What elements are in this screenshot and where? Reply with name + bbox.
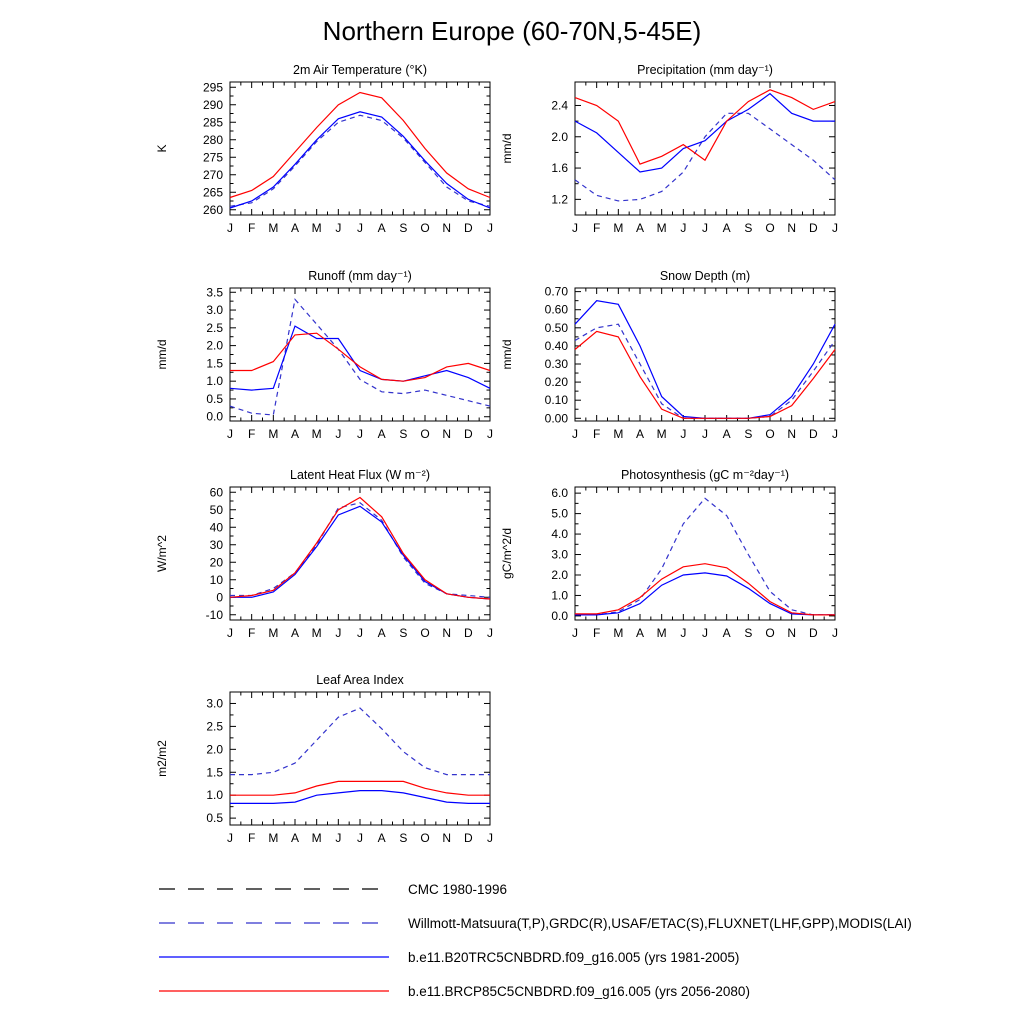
x-tick-label: M (613, 221, 624, 235)
x-tick-label: M (311, 427, 322, 441)
x-tick-label: A (290, 831, 300, 845)
x-tick-label: F (592, 427, 601, 441)
x-tick-label: O (765, 221, 775, 235)
x-tick-label: D (808, 221, 818, 235)
x-tick-label: J (487, 221, 493, 235)
chart-title: Leaf Area Index (316, 674, 404, 687)
x-tick-label: O (420, 427, 430, 441)
chart-runoff (152, 270, 502, 452)
series-cmc-usaf-etac-obs (575, 324, 835, 418)
legend-label: b.e11.BRCP85C5CNBDRD.f09_g16.005 (yrs 2056-2080) (408, 983, 750, 999)
series-b-e11-b20trc5cnbdrd-1981-2005 (575, 573, 835, 615)
x-tick-label: O (765, 427, 775, 441)
legend-label: CMC 1980-1996 (408, 881, 508, 897)
legend-line-sample (158, 985, 390, 997)
y-tick-label: 0.5 (206, 811, 223, 826)
x-tick-label: J (572, 221, 578, 235)
x-tick-label: M (268, 626, 279, 640)
y-tick-label: 1.0 (206, 374, 223, 389)
x-tick-label: J (680, 427, 687, 441)
y-tick-label: 2.0 (206, 338, 223, 353)
x-tick-label: J (227, 427, 233, 441)
x-tick-label: M (268, 221, 279, 235)
series-b-e11-brcp85c5cnbdrd-2056-2080 (575, 564, 835, 615)
x-tick-label: J (487, 427, 493, 441)
x-tick-label: D (463, 626, 473, 640)
series-willmott-matsuura-obs (575, 113, 835, 201)
series-b-e11-brcp85c5cnbdrd-2056-2080 (575, 331, 835, 418)
y-tick-label: 0.10 (544, 393, 568, 408)
x-tick-label: S (744, 626, 753, 640)
y-tick-label: 290 (202, 97, 223, 112)
y-tick-label: 4.0 (551, 527, 568, 542)
y-axis-label: mm/d (500, 133, 514, 164)
series-modis-obs (230, 708, 490, 775)
x-tick-label: F (592, 221, 601, 235)
legend (158, 872, 912, 1008)
chart-title: Snow Depth (m) (659, 270, 751, 283)
x-tick-label: J (335, 626, 342, 640)
y-tick-label: 2.0 (551, 567, 568, 582)
x-tick-label: S (744, 427, 753, 441)
series-b-e11-b20trc5cnbdrd-1981-2005 (230, 791, 490, 804)
x-tick-label: N (787, 626, 797, 640)
y-tick-label: 60 (209, 485, 223, 500)
y-tick-label: 1.5 (206, 765, 223, 780)
x-tick-label: A (377, 427, 386, 441)
series-fluxnet-obs (230, 503, 490, 598)
x-tick-label: A (290, 427, 300, 441)
panel-air-temperature (152, 64, 502, 251)
panel-runoff (152, 270, 502, 457)
x-tick-label: S (744, 221, 753, 235)
x-tick-label: M (311, 831, 322, 845)
x-tick-label: J (335, 221, 342, 235)
legend-row-0 (158, 872, 912, 906)
x-tick-label: F (592, 626, 601, 640)
y-tick-label: 2.5 (206, 320, 223, 335)
y-tick-label: 10 (209, 572, 223, 587)
x-tick-label: N (787, 427, 797, 441)
y-tick-label: 295 (202, 80, 223, 95)
legend-line-sample (158, 883, 390, 895)
x-tick-label: J (487, 831, 493, 845)
y-tick-label: 0.50 (544, 320, 568, 335)
x-tick-label: D (463, 427, 473, 441)
y-tick-label: 0.0 (551, 608, 568, 623)
x-tick-label: J (702, 221, 708, 235)
x-tick-label: A (377, 831, 386, 845)
x-tick-label: O (420, 221, 430, 235)
x-tick-label: J (335, 831, 342, 845)
y-tick-label: 275 (202, 150, 223, 165)
x-tick-label: N (787, 221, 797, 235)
series-b-e11-b20trc5cnbdrd-1981-2005 (230, 326, 490, 390)
x-tick-label: N (442, 831, 452, 845)
y-tick-label: 270 (202, 167, 223, 182)
chart-leaf-area-index (152, 674, 502, 856)
legend-line-sample (158, 951, 390, 963)
chart-snow-depth (497, 270, 847, 452)
y-tick-label: 0.40 (544, 338, 568, 353)
y-tick-label: 30 (209, 537, 223, 552)
x-tick-label: N (442, 626, 452, 640)
x-tick-label: N (442, 427, 452, 441)
y-axis-label: W/m^2 (155, 535, 169, 572)
x-tick-label: D (808, 626, 818, 640)
y-tick-label: 0.60 (544, 302, 568, 317)
y-tick-label: 3.0 (206, 303, 223, 318)
x-tick-label: O (420, 831, 430, 845)
legend-row-1 (158, 906, 912, 940)
x-tick-label: A (722, 626, 731, 640)
series-b-e11-brcp85c5cnbdrd-2056-2080 (230, 333, 490, 381)
x-tick-label: A (377, 626, 386, 640)
series-b-e11-b20trc5cnbdrd-1981-2005 (230, 506, 490, 599)
x-tick-label: J (572, 427, 578, 441)
x-tick-label: A (722, 427, 731, 441)
x-tick-label: M (268, 831, 279, 845)
x-tick-label: J (487, 626, 493, 640)
y-tick-label: -10 (205, 607, 223, 622)
legend-row-2 (158, 940, 912, 974)
y-tick-label: 0.70 (544, 284, 568, 299)
series-willmott-matsuura-obs (230, 115, 490, 206)
x-tick-label: J (702, 427, 708, 441)
x-tick-label: A (635, 427, 645, 441)
series-b-e11-brcp85c5cnbdrd-2056-2080 (230, 498, 490, 600)
y-tick-label: 1.6 (551, 161, 568, 176)
panel-leaf-area-index (152, 674, 502, 861)
x-tick-label: S (399, 427, 408, 441)
y-tick-label: 0.5 (206, 391, 223, 406)
series-b-e11-brcp85c5cnbdrd-2056-2080 (575, 90, 835, 164)
x-tick-label: J (680, 626, 687, 640)
y-tick-label: 6.0 (551, 486, 568, 501)
y-axis-label: K (155, 144, 169, 153)
legend-line-sample (158, 917, 390, 929)
x-tick-label: M (656, 221, 667, 235)
y-tick-label: 265 (202, 185, 223, 200)
chart-title: Runoff (mm day⁻¹) (308, 270, 412, 283)
chart-precipitation (497, 64, 847, 246)
y-tick-label: 1.2 (551, 192, 568, 207)
series-b-e11-brcp85c5cnbdrd-2056-2080 (230, 93, 490, 198)
x-tick-label: D (463, 221, 473, 235)
x-tick-label: M (311, 626, 322, 640)
y-tick-label: 3.5 (206, 285, 223, 300)
x-tick-label: A (722, 221, 731, 235)
y-tick-label: 0.0 (206, 409, 223, 424)
panel-latent-heat-flux (152, 469, 502, 656)
x-tick-label: S (399, 626, 408, 640)
page-title: Northern Europe (60-70N,5-45E) (322, 16, 702, 46)
chart-title: 2m Air Temperature (°K) (293, 64, 427, 77)
y-tick-label: 2.0 (551, 129, 568, 144)
y-tick-label: 260 (202, 202, 223, 217)
y-tick-label: 1.0 (551, 588, 568, 603)
x-tick-label: O (420, 626, 430, 640)
x-tick-label: J (227, 221, 233, 235)
x-tick-label: O (765, 626, 775, 640)
x-tick-label: J (702, 626, 708, 640)
x-tick-label: J (680, 221, 687, 235)
y-tick-label: 0.30 (544, 357, 568, 371)
y-tick-label: 0.20 (544, 375, 568, 390)
y-tick-label: 0.00 (544, 411, 568, 426)
y-tick-label: 2.0 (206, 742, 223, 757)
x-tick-label: J (227, 831, 233, 845)
y-tick-label: 1.5 (206, 356, 223, 371)
series-fluxnet-obs (575, 498, 835, 615)
y-tick-label: 5.0 (551, 506, 568, 521)
x-tick-label: M (656, 427, 667, 441)
x-tick-label: J (357, 427, 363, 441)
chart-title: Latent Heat Flux (W m⁻²) (290, 469, 430, 482)
x-tick-label: F (247, 427, 256, 441)
y-tick-label: 285 (202, 115, 223, 130)
y-axis-label: mm/d (500, 339, 514, 370)
chart-photosynthesis (497, 469, 847, 651)
panel-photosynthesis (497, 469, 847, 656)
legend-row-3 (158, 974, 912, 1008)
x-tick-label: M (268, 427, 279, 441)
chart-title: Precipitation (mm day⁻¹) (637, 64, 773, 77)
y-tick-label: 2.4 (551, 98, 568, 113)
x-tick-label: J (832, 221, 838, 235)
x-tick-label: S (399, 831, 408, 845)
y-axis-label: gC/m^2/d (500, 528, 514, 579)
chart-air-temperature (152, 64, 502, 246)
panel-snow-depth (497, 270, 847, 457)
legend-label: Willmott-Matsuura(T,P),GRDC(R),USAF/ETAC(S),FLUXNET(LHF,GPP),MODIS(LAI) (408, 915, 912, 931)
y-tick-label: 0 (216, 590, 223, 605)
y-tick-label: 3.0 (206, 696, 223, 711)
x-tick-label: J (357, 221, 363, 235)
x-tick-label: J (227, 626, 233, 640)
x-tick-label: A (635, 626, 645, 640)
series-b-e11-b20trc5cnbdrd-1981-2005 (230, 112, 490, 208)
x-tick-label: F (247, 831, 256, 845)
y-tick-label: 50 (209, 502, 223, 517)
x-tick-label: A (290, 221, 300, 235)
x-tick-label: N (442, 221, 452, 235)
series-grdc-obs (230, 299, 490, 415)
x-tick-label: S (399, 221, 408, 235)
x-tick-label: A (290, 626, 300, 640)
legend-label: b.e11.B20TRC5CNBDRD.f09_g16.005 (yrs 1981-2005) (408, 949, 740, 965)
x-tick-label: F (247, 221, 256, 235)
x-tick-label: A (635, 221, 645, 235)
y-tick-label: 3.0 (551, 547, 568, 562)
y-axis-label: mm/d (155, 339, 169, 370)
x-tick-label: J (357, 626, 363, 640)
y-tick-label: 1.0 (206, 788, 223, 803)
x-tick-label: M (656, 626, 667, 640)
x-tick-label: A (377, 221, 386, 235)
x-tick-label: J (832, 626, 838, 640)
x-tick-label: J (357, 831, 363, 845)
x-tick-label: M (613, 626, 624, 640)
x-tick-label: J (572, 626, 578, 640)
y-tick-label: 40 (209, 520, 223, 535)
x-tick-label: M (613, 427, 624, 441)
chart-latent-heat-flux (152, 469, 502, 651)
x-tick-label: M (311, 221, 322, 235)
panel-precipitation (497, 64, 847, 251)
x-tick-label: J (335, 427, 342, 441)
y-axis-label: m2/m2 (155, 740, 169, 777)
chart-title: Photosynthesis (gC m⁻²day⁻¹) (620, 469, 790, 482)
x-tick-label: D (463, 831, 473, 845)
series-b-e11-brcp85c5cnbdrd-2056-2080 (230, 781, 490, 795)
y-tick-label: 2.5 (206, 719, 223, 734)
y-tick-label: 20 (209, 555, 223, 570)
y-tick-label: 280 (202, 132, 223, 147)
x-tick-label: D (808, 427, 818, 441)
x-tick-label: F (247, 626, 256, 640)
x-tick-label: J (832, 427, 838, 441)
